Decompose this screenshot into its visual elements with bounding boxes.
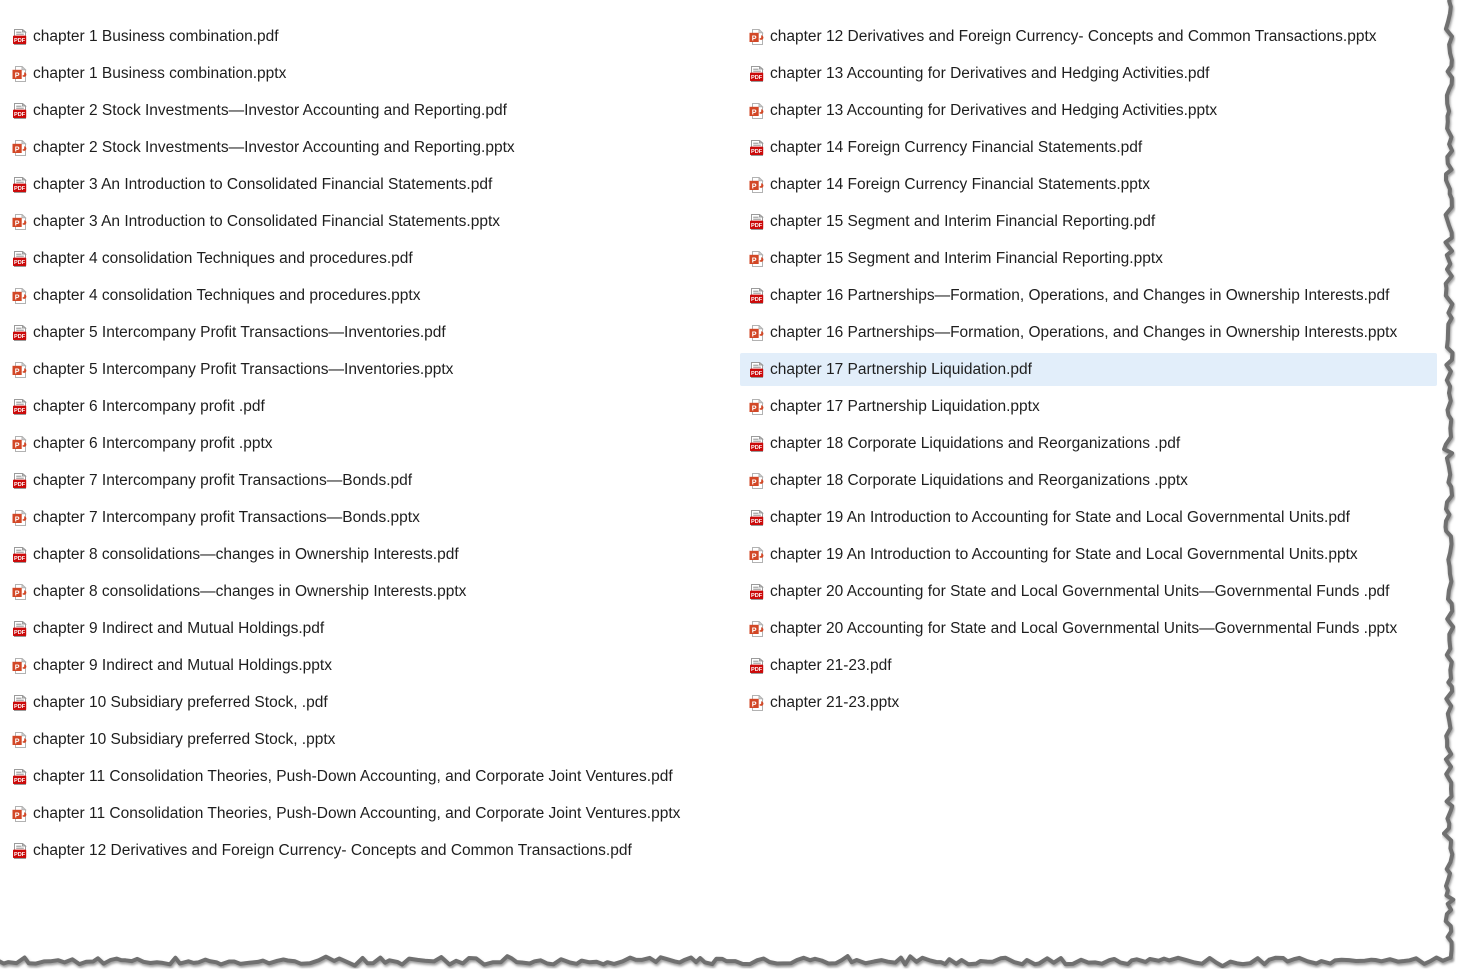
pptx-file-icon [749,325,765,341]
svg-text:PDF: PDF [14,333,26,340]
pptx-file-icon [12,362,28,378]
file-name: chapter 2 Stock Investments—Investor Accounting and Reporting.pdf [33,101,507,119]
file-item[interactable] [740,649,1437,682]
file-name: chapter 21-23.pdf [770,656,892,674]
pdf-file-icon [12,843,28,859]
file-item[interactable] [0,390,738,423]
file-item[interactable] [0,168,738,201]
file-name: chapter 4 consolidation Techniques and procedures.pptx [33,286,421,304]
file-item[interactable] [740,168,1437,201]
file-name: chapter 18 Corporate Liquidations and Reorganizations .pdf [770,434,1181,452]
pdf-file-icon [749,140,765,156]
pdf-file-icon [749,66,765,82]
pdf-file-icon [12,251,28,267]
file-name: chapter 7 Intercompany profit Transactions—Bonds.pptx [33,508,420,526]
file-item[interactable] [740,464,1437,497]
file-name: chapter 11 Consolidation Theories, Push-Down Accounting, and Corporate Joint Ventures.pptx [33,804,681,822]
svg-text:P: P [14,661,20,671]
file-item[interactable] [0,427,738,460]
pdf-file-icon [12,473,28,489]
svg-text:P: P [751,180,757,190]
file-item[interactable] [0,94,738,127]
svg-text:PDF: PDF [751,666,763,673]
pdf-file-icon [12,399,28,415]
file-name: chapter 9 Indirect and Mutual Holdings.pdf [33,619,325,637]
file-item[interactable] [0,242,738,275]
pptx-file-icon [12,66,28,82]
svg-text:PDF: PDF [751,148,763,155]
file-name: chapter 7 Intercompany profit Transactions—Bonds.pdf [33,471,413,489]
file-item[interactable] [0,686,738,719]
svg-text:P: P [751,254,757,264]
svg-text:P: P [751,550,757,560]
file-item[interactable] [740,612,1437,645]
file-name: chapter 9 Indirect and Mutual Holdings.pptx [33,656,332,674]
svg-text:P: P [751,106,757,116]
svg-text:PDF: PDF [14,111,26,118]
file-item[interactable] [740,57,1437,90]
svg-text:P: P [14,513,20,523]
file-item[interactable] [0,649,738,682]
file-item[interactable] [740,575,1437,608]
svg-text:PDF: PDF [14,407,26,414]
file-list-column-left [0,16,738,871]
svg-text:P: P [14,291,20,301]
file-name: chapter 19 An Introduction to Accounting for State and Local Governmental Units.pdf [770,508,1350,526]
file-item[interactable] [0,57,738,90]
file-name: chapter 1 Business combination.pptx [33,64,287,82]
pdf-file-icon [12,29,28,45]
file-name: chapter 2 Stock Investments—Investor Accounting and Reporting.pptx [33,138,515,156]
file-item[interactable] [0,464,738,497]
svg-text:P: P [14,439,20,449]
file-item[interactable] [0,834,738,867]
file-item[interactable] [0,797,738,830]
file-name: chapter 12 Derivatives and Foreign Currency- Concepts and Common Transactions.pptx [770,27,1377,45]
file-name: chapter 12 Derivatives and Foreign Currency- Concepts and Common Transactions.pdf [33,841,632,859]
pptx-file-icon [12,288,28,304]
file-name: chapter 11 Consolidation Theories, Push-Down Accounting, and Corporate Joint Ventures.pdf [33,767,673,785]
file-list-column-right [740,16,1437,723]
pptx-file-icon [12,510,28,526]
pdf-file-icon [749,214,765,230]
file-name: chapter 8 consolidations—changes in Ownership Interests.pptx [33,582,467,600]
file-item[interactable] [740,131,1437,164]
pdf-file-icon [12,325,28,341]
pptx-file-icon [12,140,28,156]
svg-text:P: P [14,143,20,153]
svg-text:PDF: PDF [14,777,26,784]
file-name: chapter 16 Partnerships—Formation, Operations, and Changes in Ownership Interests.pdf [770,286,1390,304]
file-item[interactable] [740,427,1437,460]
file-item[interactable] [0,279,738,312]
file-name: chapter 14 Foreign Currency Financial Statements.pdf [770,138,1143,156]
pdf-file-icon [12,103,28,119]
svg-text:PDF: PDF [14,185,26,192]
file-item[interactable] [740,20,1437,53]
file-item[interactable] [740,205,1437,238]
file-item[interactable] [740,242,1437,275]
svg-text:PDF: PDF [751,444,763,451]
file-item[interactable] [740,279,1437,312]
file-item[interactable] [740,501,1437,534]
file-item[interactable] [0,20,738,53]
file-name: chapter 4 consolidation Techniques and procedures.pdf [33,249,413,267]
svg-text:P: P [751,328,757,338]
file-item[interactable] [0,538,738,571]
pdf-file-icon [749,510,765,526]
file-name: chapter 3 An Introduction to Consolidated Financial Statements.pptx [33,212,501,230]
file-item[interactable] [0,353,738,386]
file-name: chapter 1 Business combination.pdf [33,27,279,45]
pdf-file-icon [12,769,28,785]
file-item[interactable] [740,316,1437,349]
file-name: chapter 10 Subsidiary preferred Stock, .pptx [33,730,336,748]
file-item-selected[interactable] [740,353,1437,386]
svg-text:PDF: PDF [14,259,26,266]
file-item[interactable] [740,686,1437,719]
file-name: chapter 6 Intercompany profit .pptx [33,434,273,452]
file-name: chapter 17 Partnership Liquidation.pdf [770,360,1032,378]
file-name: chapter 20 Accounting for State and Local Governmental Units—Governmental Funds .pdf [770,582,1390,600]
svg-text:PDF: PDF [751,296,763,303]
svg-text:PDF: PDF [751,222,763,229]
pptx-file-icon [12,732,28,748]
svg-text:P: P [14,587,20,597]
pptx-file-icon [749,251,765,267]
svg-text:P: P [14,735,20,745]
svg-text:P: P [14,217,20,227]
file-name: chapter 5 Intercompany Profit Transactions—Inventories.pptx [33,360,454,378]
pptx-file-icon [12,584,28,600]
pdf-file-icon [749,288,765,304]
file-name: chapter 5 Intercompany Profit Transactions—Inventories.pdf [33,323,446,341]
svg-text:PDF: PDF [14,851,26,858]
file-item[interactable] [0,205,738,238]
pptx-file-icon [12,806,28,822]
pptx-file-icon [749,29,765,45]
pdf-file-icon [12,177,28,193]
svg-text:PDF: PDF [14,629,26,636]
svg-text:P: P [751,476,757,486]
file-item[interactable] [0,316,738,349]
pptx-file-icon [749,473,765,489]
pptx-file-icon [749,695,765,711]
file-name: chapter 10 Subsidiary preferred Stock, .pdf [33,693,328,711]
file-name: chapter 13 Accounting for Derivatives and Hedging Activities.pptx [770,101,1218,119]
svg-text:P: P [751,624,757,634]
file-name: chapter 13 Accounting for Derivatives and Hedging Activities.pdf [770,64,1210,82]
file-item[interactable] [740,390,1437,423]
svg-text:P: P [14,809,20,819]
file-name: chapter 21-23.pptx [770,693,900,711]
svg-text:PDF: PDF [14,37,26,44]
pdf-file-icon [749,584,765,600]
file-name: chapter 19 An Introduction to Accounting for State and Local Governmental Units.pptx [770,545,1358,563]
svg-text:PDF: PDF [14,703,26,710]
file-name: chapter 15 Segment and Interim Financial Reporting.pdf [770,212,1156,230]
pptx-file-icon [749,177,765,193]
svg-text:PDF: PDF [14,555,26,562]
svg-text:PDF: PDF [751,74,763,81]
svg-text:PDF: PDF [751,370,763,377]
svg-text:PDF: PDF [14,481,26,488]
file-item[interactable] [0,760,738,793]
pptx-file-icon [749,103,765,119]
svg-text:PDF: PDF [751,592,763,599]
file-item[interactable] [0,501,738,534]
file-item[interactable] [0,723,738,756]
file-item[interactable] [740,538,1437,571]
pptx-file-icon [749,547,765,563]
file-name: chapter 18 Corporate Liquidations and Reorganizations .pptx [770,471,1188,489]
pptx-file-icon [749,399,765,415]
file-name: chapter 16 Partnerships—Formation, Operations, and Changes in Ownership Interests.pptx [770,323,1398,341]
file-name: chapter 6 Intercompany profit .pdf [33,397,265,415]
svg-text:P: P [751,698,757,708]
svg-text:P: P [751,32,757,42]
pdf-file-icon [749,658,765,674]
svg-text:P: P [14,69,20,79]
file-name: chapter 20 Accounting for State and Local Governmental Units—Governmental Funds .pptx [770,619,1398,637]
svg-text:PDF: PDF [751,518,763,525]
pdf-file-icon [12,547,28,563]
pptx-file-icon [749,621,765,637]
pdf-file-icon [749,362,765,378]
file-item[interactable] [0,131,738,164]
pdf-file-icon [749,436,765,452]
svg-text:P: P [751,402,757,412]
file-item[interactable] [0,612,738,645]
file-item[interactable] [0,575,738,608]
file-name: chapter 17 Partnership Liquidation.pptx [770,397,1040,415]
pptx-file-icon [12,214,28,230]
file-name: chapter 14 Foreign Currency Financial Statements.pptx [770,175,1150,193]
file-name: chapter 8 consolidations—changes in Ownership Interests.pdf [33,545,459,563]
file-name: chapter 3 An Introduction to Consolidated Financial Statements.pdf [33,175,493,193]
pptx-file-icon [12,658,28,674]
pdf-file-icon [12,695,28,711]
file-name: chapter 15 Segment and Interim Financial Reporting.pptx [770,249,1163,267]
svg-text:P: P [14,365,20,375]
pdf-file-icon [12,621,28,637]
pptx-file-icon [12,436,28,452]
file-item[interactable] [740,94,1437,127]
